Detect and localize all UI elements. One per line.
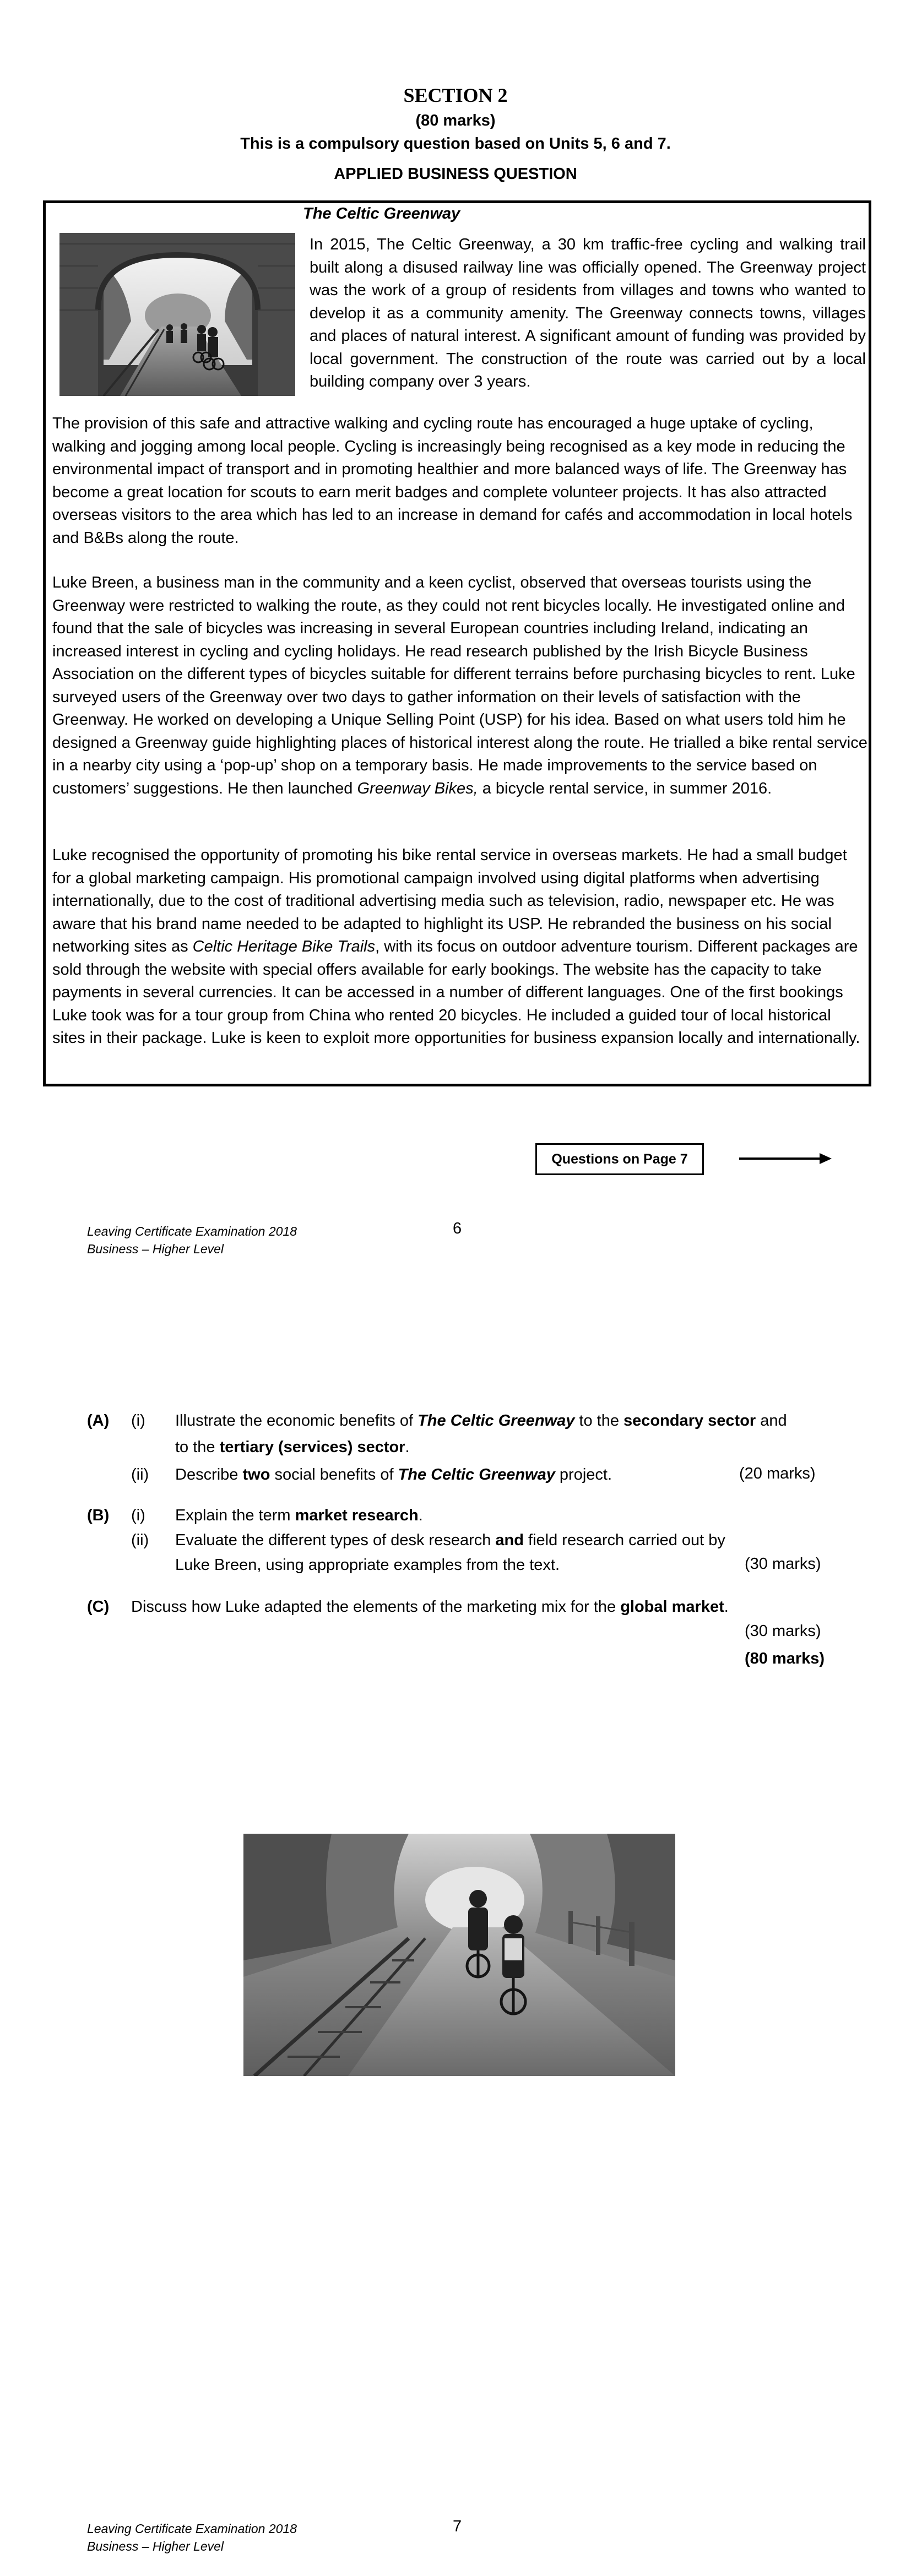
question-a-label: [87, 1409, 109, 1433]
page-number-7: 7: [453, 2518, 462, 2535]
question-c-label: [87, 1595, 109, 1619]
greenway-bikes-italic: Greenway Bikes,: [357, 779, 478, 797]
qa-i-secondary-sector: secondary sector: [623, 1412, 756, 1430]
section-title: SECTION 2: [403, 84, 508, 106]
qa-i-text-2: to the: [574, 1412, 624, 1430]
question-b-ii-line2: Luke Breen, using appropriate examples from the text.: [175, 1556, 560, 1574]
qa-ii-text-3: project.: [555, 1466, 612, 1483]
qb-i-market-research: market research: [295, 1507, 419, 1524]
cyclists-on-trail-photo: [243, 1834, 675, 2076]
question-a-i-num: (i): [131, 1412, 145, 1430]
footer-page-7: [87, 2520, 297, 2555]
page-number-6: 6: [453, 1220, 462, 1237]
question-c: [131, 1595, 729, 1619]
question-c-label-text: (C): [87, 1598, 110, 1616]
footer-subject-line: Business – Higher Level: [87, 2539, 224, 2553]
question-b-label-text: (B): [87, 1507, 110, 1524]
qa-i-text-3: and: [756, 1412, 787, 1430]
case-paragraph-4: [52, 844, 867, 1050]
celtic-heritage-italic: Celtic Heritage Bike Trails: [192, 938, 376, 955]
question-c-marks: (30 marks): [745, 1622, 821, 1640]
qa-i-greenway: The Celtic Greenway: [417, 1412, 575, 1430]
question-b-label: [87, 1503, 109, 1528]
question-a-i-line2: [175, 1435, 410, 1459]
qa-i-text-4: to the: [175, 1438, 220, 1456]
qa-i-text-1: Illustrate the economic benefits of: [175, 1412, 418, 1430]
question-a-ii-num: (ii): [131, 1466, 149, 1483]
qa-ii-greenway: The Celtic Greenway: [398, 1466, 555, 1483]
question-a-ii: [175, 1463, 612, 1487]
total-marks: (80 marks): [745, 1650, 825, 1667]
question-b-i-num: (i): [131, 1507, 145, 1524]
qb-ii-and: and: [495, 1531, 524, 1549]
qc-text-1: Discuss how Luke adapted the elements of the marketing mix for the: [131, 1598, 621, 1616]
section-marks: (80 marks): [415, 112, 496, 129]
section-description: This is a compulsory question based on Units 5, 6 and 7.: [240, 135, 671, 153]
qb-i-text-1: Explain the term: [175, 1507, 295, 1524]
question-b-ii-num: (ii): [131, 1531, 149, 1549]
right-arrow-icon: [739, 1152, 832, 1165]
qc-period: .: [724, 1598, 729, 1616]
case-paragraph-4-text-b: , with its focus on outdoor adventure tourism. Different packages are sold through the website with special offers available for early bookings. The website has the capacity to take payments in several currencies. It can be accessed in a number of different languages. One of the first bookings Luke took was for a tour group from China who rented 20 bicycles. He included a guided tour of local historical sites in their package. Luke is keen to exploit more opportunities for business expansion locally and internationally.: [52, 938, 860, 1047]
footer-subject-line: Business – Higher Level: [87, 1242, 224, 1256]
case-paragraph-3: [52, 572, 867, 800]
case-paragraph-3-end: a bicycle rental service, in summer 2016.: [478, 779, 772, 797]
qc-global-market: global market: [620, 1598, 724, 1616]
qa-i-period: .: [405, 1438, 410, 1456]
case-paragraph-4-text-a: Luke recognised the opportunity of promoting his bike rental service in overseas markets. He had a small budget for a global marketing campaign. His promotional campaign involved using digital platforms when advertising internationally, due to the cost of traditional advertising media such as television, radio, newspaper etc. He was aware that his brand name needed to be adapted to highlight its USP. He rebranded the business on his social networking sites as: [52, 846, 847, 955]
qa-ii-two: two: [242, 1466, 270, 1483]
footer-page-6: [87, 1222, 297, 1258]
question-b-ii: [175, 1528, 725, 1552]
questions-on-page-box: Questions on Page 7: [535, 1143, 704, 1175]
qa-i-tertiary-sector: tertiary (services) sector: [219, 1438, 405, 1456]
qb-i-period: .: [418, 1507, 423, 1524]
qb-ii-text-1: Evaluate the different types of desk research: [175, 1531, 496, 1549]
qb-ii-text-2: field research carried out by: [523, 1531, 725, 1549]
question-a-marks: (20 marks): [739, 1465, 816, 1482]
section-heading: APPLIED BUSINESS QUESTION: [334, 165, 577, 183]
footer-exam-line: Leaving Certificate Examination 2018: [87, 2521, 297, 2536]
cyclists-under-bridge-photo: [59, 233, 295, 396]
case-paragraph-2: The provision of this safe and attractive walking and cycling route has encouraged a huge uptake of cycling, walking and jogging among local people. Cycling is increasingly being recognised as a key mode in reducing the environmental impact of transport and in promoting healthier and more balanced ways of life. The Greenway has become a great location for scouts to earn merit badges and complete volunteer projects. It has also attracted overseas visitors to the area which has led to an increase in demand for cafés and accommodation in local hotels and B&Bs along the route.: [52, 415, 853, 547]
question-b-marks: (30 marks): [745, 1555, 821, 1573]
case-study-title: The Celtic Greenway: [303, 205, 460, 222]
question-b-i: [175, 1503, 423, 1528]
case-paragraph-3-text: Luke Breen, a business man in the community and a keen cyclist, observed that overseas tourists using the Greenway were restricted to walking the route, as they could not rent bicycles locally. He investigated online and found that the sale of bicycles was increasing in several European countries including Ireland, indicating an increased interest in cycling and cycling holidays. He read research published by the Irish Bicycle Business Association on the different types of bicycles suitable for different terrains before purchasing bicycles to rent. Luke surveyed users of the Greenway over two days to gather information on their levels of satisfaction with the Greenway. He worked on developing a Unique Selling Point (USP) for his idea. Based on what users told him he designed a Greenway guide highlighting places of historical interest along the route. He trialled a bike rental service in a nearby city using a ‘pop-up’ shop on a temporary basis. He made improvements to the service based on customers’ suggestions. He then launched: [52, 574, 867, 797]
case-paragraph-1: In 2015, The Celtic Greenway, a 30 km traffic-free cycling and walking trail built along a disused railway line was officially opened. The Greenway project was the work of a group of residents from villages and towns who wanted to develop it as a community amenity. The Greenway connects towns, villages and places of natural interest. A significant amount of funding was provided by local government. The construction of the route was carried out by a local building company over 3 years.: [310, 236, 866, 390]
qa-ii-text-1: Describe: [175, 1466, 243, 1483]
footer-exam-line: Leaving Certificate Examination 2018: [87, 1224, 297, 1238]
question-a-i: [175, 1409, 836, 1433]
question-a-label-text: (A): [87, 1412, 110, 1430]
qa-ii-text-2: social benefits of: [270, 1466, 398, 1483]
